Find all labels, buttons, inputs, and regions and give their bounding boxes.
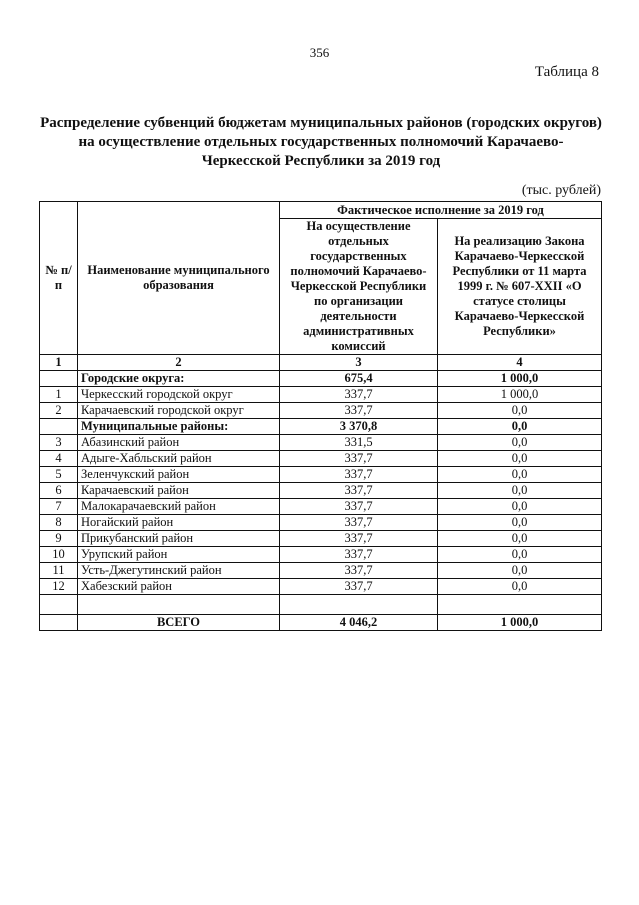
row-col3-value: 337,7 [280, 387, 438, 403]
table-row [40, 499, 602, 515]
row-col3-value: 337,7 [280, 579, 438, 595]
row-col4-value: 0,0 [438, 547, 602, 563]
row-col4-value: 0,0 [438, 531, 602, 547]
group-row [40, 419, 602, 435]
table-row [40, 387, 602, 403]
row-col3-value: 331,5 [280, 435, 438, 451]
row-col4-value: 0,0 [438, 515, 602, 531]
row-num: 6 [40, 483, 78, 499]
row-num: 10 [40, 547, 78, 563]
group-label: Городские округа: [78, 371, 280, 387]
group-col4-value: 1 000,0 [438, 371, 602, 387]
table-row [40, 403, 602, 419]
row-name: Усть-Джегутинский район [78, 563, 280, 579]
row-num: 11 [40, 563, 78, 579]
row-col4-value: 0,0 [438, 563, 602, 579]
table-label: Таблица 8 [534, 64, 599, 80]
row-name: Малокарачаевский район [78, 499, 280, 515]
row-col4-value: 0,0 [438, 499, 602, 515]
row-num: 8 [40, 515, 78, 531]
row-name: Прикубанский район [78, 531, 280, 547]
total-num-cell [40, 615, 78, 631]
row-col3-value: 337,7 [280, 483, 438, 499]
row-col4-value: 0,0 [438, 403, 602, 419]
group-label: Муниципальные районы: [78, 419, 280, 435]
row-num: 9 [40, 531, 78, 547]
row-name: Адыге-Хабльский район [78, 451, 280, 467]
row-col3-value: 337,7 [280, 499, 438, 515]
empty-cell [78, 595, 280, 615]
table-row [40, 515, 602, 531]
row-col3-value: 337,7 [280, 403, 438, 419]
page-number: 356 [309, 45, 330, 60]
row-col4-value: 0,0 [438, 451, 602, 467]
header-index-3: 3 [280, 355, 438, 371]
row-name: Абазинский район [78, 435, 280, 451]
header-num: № п/п [40, 202, 78, 355]
table-row [40, 451, 602, 467]
total-col3-value: 4 046,2 [280, 615, 438, 631]
total-col4-value: 1 000,0 [438, 615, 602, 631]
row-col4-value: 1 000,0 [438, 387, 602, 403]
empty-row [40, 595, 602, 615]
group-col3-value: 3 370,8 [280, 419, 438, 435]
subventions-table [39, 201, 602, 631]
total-row [40, 615, 602, 631]
header-index-2: 2 [78, 355, 280, 371]
header-col3: На осуществление отдельных государственных полномочий Карачаево-Черкесской Республики по организации деятельности административных комиссий [280, 219, 438, 355]
document-title: Распределение субвенций бюджетам муниципальных районов (городских округов) на осуществление отдельных государственных полномочий Карачаево-Черкесской Республики за 2019 год [40, 115, 602, 169]
header-name: Наименование муниципального образования [78, 202, 280, 355]
row-num: 2 [40, 403, 78, 419]
row-num: 4 [40, 451, 78, 467]
row-name: Карачаевский городской округ [78, 403, 280, 419]
row-col3-value: 337,7 [280, 451, 438, 467]
empty-cell [280, 595, 438, 615]
row-name: Хабезский район [78, 579, 280, 595]
row-name: Зеленчукский район [78, 467, 280, 483]
empty-cell [438, 595, 602, 615]
header-group: Фактическое исполнение за 2019 год [280, 202, 602, 219]
empty-cell [40, 595, 78, 615]
table-body [40, 371, 602, 631]
row-col4-value: 0,0 [438, 483, 602, 499]
row-num: 3 [40, 435, 78, 451]
row-col4-value: 0,0 [438, 435, 602, 451]
table-row [40, 467, 602, 483]
header-col4: На реализацию Закона Карачаево-Черкесской Республики от 11 марта 1999 г. № 607-XXII «О статусе столицы Карачаево-Черкесской Республики» [438, 219, 602, 355]
row-name: Урупский район [78, 547, 280, 563]
group-row [40, 371, 602, 387]
row-col3-value: 337,7 [280, 531, 438, 547]
row-col3-value: 337,7 [280, 467, 438, 483]
row-num: 5 [40, 467, 78, 483]
row-num: 7 [40, 499, 78, 515]
row-col3-value: 337,7 [280, 515, 438, 531]
row-num: 1 [40, 387, 78, 403]
table-row [40, 579, 602, 595]
group-col4-value: 0,0 [438, 419, 602, 435]
group-col3-value: 675,4 [280, 371, 438, 387]
total-label: ВСЕГО [78, 615, 280, 631]
header-index-1: 1 [40, 355, 78, 371]
table-row [40, 563, 602, 579]
row-name: Черкесский городской округ [78, 387, 280, 403]
table-row [40, 483, 602, 499]
row-name: Карачаевский район [78, 483, 280, 499]
header-index-4: 4 [438, 355, 602, 371]
row-name: Ногайский район [78, 515, 280, 531]
row-col4-value: 0,0 [438, 579, 602, 595]
table-row [40, 547, 602, 563]
table-row [40, 531, 602, 547]
group-num-cell [40, 371, 78, 387]
group-num-cell [40, 419, 78, 435]
row-num: 12 [40, 579, 78, 595]
table-row [40, 435, 602, 451]
units-label: (тыс. рублей) [521, 183, 601, 198]
row-col3-value: 337,7 [280, 547, 438, 563]
row-col4-value: 0,0 [438, 467, 602, 483]
row-col3-value: 337,7 [280, 563, 438, 579]
